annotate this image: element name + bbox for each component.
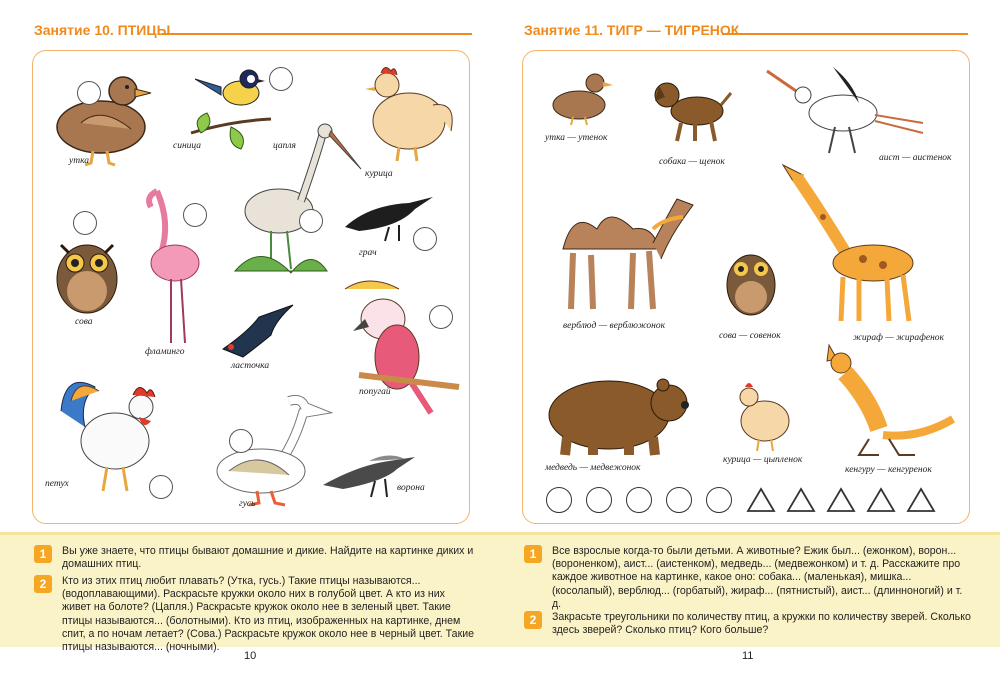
page-number: 10 <box>244 650 257 662</box>
hen-caption: курица — цыпленок <box>723 455 803 465</box>
goose-caption: гусь <box>239 499 256 509</box>
rooster-illustration <box>55 371 165 501</box>
crow-caption: ворона <box>397 483 425 493</box>
lesson-10-title: Занятие 10. ПТИЦЫ <box>34 22 171 38</box>
task-number-badge: 1 <box>524 545 542 563</box>
camel-caption: верблюд — верблюжонок <box>563 321 666 331</box>
goose-color-circle[interactable] <box>229 429 253 453</box>
bear-caption: медведь — медвежонок <box>545 463 641 473</box>
heron-color-circle[interactable] <box>299 209 323 233</box>
parrot-color-circle[interactable] <box>429 305 453 329</box>
task-band <box>500 535 1000 647</box>
dog-illustration <box>651 75 731 145</box>
kangaroo-caption: кенгуру — кенгуренок <box>845 465 932 475</box>
flamingo-caption: фламинго <box>145 347 185 357</box>
task-text: Кто из этих птиц любит плавать? (Утка, гусь.) Такие птицы называются... (водоплавающими). Раскрасьте кружки около них в голубой цвет. А кто из них живет на болоте? (Цапля.) Раскрасьте кружок около нее в зеленый цвет. Такие птицы называются... (болотными). Кто из птиц, изображенных на картинке, днем спит, а по ночам летает? (Сова.) Раскрасьте кружок около нее в черный цвет. Такие птицы называются... (ночными). <box>62 575 475 654</box>
owl-caption: сова <box>75 317 93 327</box>
flamingo-color-circle[interactable] <box>183 203 207 227</box>
swallow-caption: ласточка <box>231 361 270 371</box>
title-rule <box>722 33 968 35</box>
giraffe-caption: жираф — жирафенок <box>853 333 944 343</box>
swallow-illustration <box>219 301 299 361</box>
task-1 <box>34 545 474 571</box>
owl-color-circle[interactable] <box>73 211 97 235</box>
kangaroo-illustration <box>819 339 959 459</box>
animal-count-circle-5[interactable] <box>706 487 732 513</box>
stork-illustration <box>763 63 933 163</box>
goose-illustration <box>209 391 319 511</box>
task-text: Вы уже знаете, что птицы бывают домашние и дикие. Найдите на картинке диких и домашних птиц. <box>62 545 474 571</box>
task-number-badge: 2 <box>34 575 52 593</box>
animal-count-circle-3[interactable] <box>626 487 652 513</box>
duck-color-circle[interactable] <box>77 81 101 105</box>
hen-illustration <box>359 61 459 171</box>
parrot-caption: попугай <box>359 387 391 397</box>
owl-illustration <box>47 231 127 321</box>
birds-picture-frame <box>32 50 470 524</box>
duck-illustration <box>543 67 613 127</box>
task-band <box>0 535 500 654</box>
title-rule <box>162 33 472 35</box>
task-text: Все взрослые когда-то были детьми. А животные? Ежик был... (ежонком), ворон... (вороненком), аист... (аистенком), медведь... (медвежонком) и т. д. Расскажите про каждое животное на картинке, какое оно: собака... (маленькая), мишка... (косолапый), верблюд... (горбатый), жираф... (пятнистый), аист... (длинноногий) и т. д. <box>552 545 963 610</box>
bird-count-triangle-4[interactable] <box>866 487 896 513</box>
bird-count-triangle-5[interactable] <box>906 487 936 513</box>
lesson-11-title: Занятие 11. ТИГР — ТИГРЕНОК <box>524 22 740 38</box>
page-number: 11 <box>742 650 754 662</box>
camel-illustration <box>543 189 703 319</box>
animal-count-circle-2[interactable] <box>586 487 612 513</box>
animal-count-circle-4[interactable] <box>666 487 692 513</box>
owl-caption: сова — совенок <box>719 331 781 341</box>
rook-caption: грач <box>359 248 377 258</box>
hen-illustration <box>729 377 799 457</box>
heron-caption: цапля <box>273 141 296 151</box>
task-number-badge: 1 <box>34 545 52 563</box>
duck-caption: утка — утенок <box>545 133 608 143</box>
stork-caption: аист — аистенок <box>879 153 952 163</box>
bird-count-triangle-1[interactable] <box>746 487 776 513</box>
animals-picture-frame <box>522 50 970 524</box>
giraffe-illustration <box>763 155 933 325</box>
hen-caption: курица <box>365 169 393 179</box>
bird-count-triangle-3[interactable] <box>826 487 856 513</box>
right-page <box>500 0 1000 677</box>
animal-count-circle-1[interactable] <box>546 487 572 513</box>
parrot-illustration <box>339 279 449 419</box>
rooster-color-circle[interactable] <box>149 475 173 499</box>
rooster-caption: петух <box>45 479 69 489</box>
tit-caption: синица <box>173 141 202 151</box>
dog-caption: собака — щенок <box>659 157 725 167</box>
duck-illustration <box>41 65 151 175</box>
task-text: Закрасьте треугольники по количеству птиц, а кружки по количеству зверей. Сколько здесь зверей? Сколько птиц? Кого больше? <box>552 611 971 637</box>
task-1 <box>524 545 972 611</box>
task-2 <box>524 611 972 637</box>
tit-color-circle[interactable] <box>269 67 293 91</box>
bird-count-triangle-2[interactable] <box>786 487 816 513</box>
rook-color-circle[interactable] <box>413 227 437 251</box>
bear-illustration <box>543 367 693 457</box>
task-2 <box>34 575 474 654</box>
task-number-badge: 2 <box>524 611 542 629</box>
duck-caption: утка <box>69 156 90 166</box>
